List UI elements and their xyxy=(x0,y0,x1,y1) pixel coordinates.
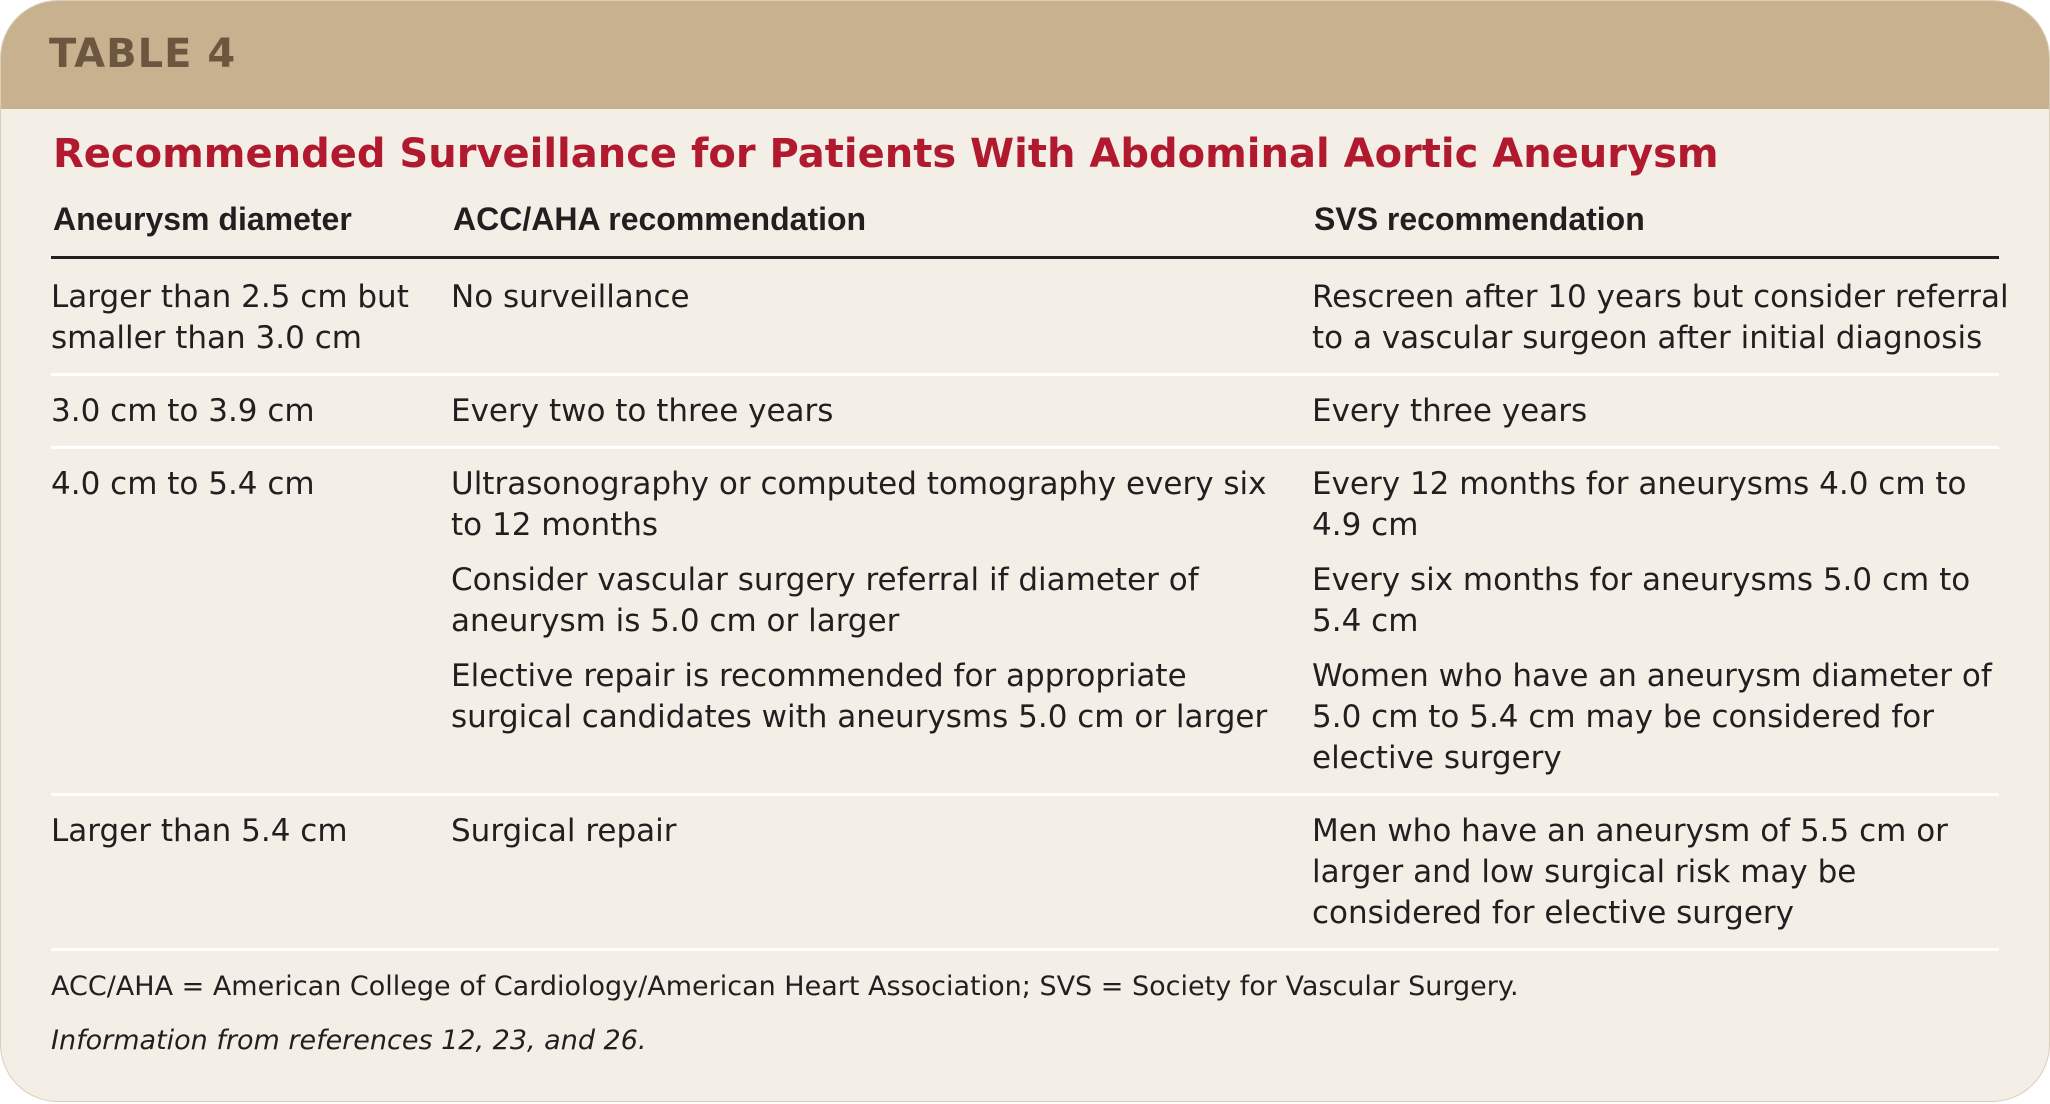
column-header-acc-aha: ACC/AHA recommendation xyxy=(453,201,867,237)
table-title: Recommended Surveillance for Patients With Abdominal Aortic Aneurysm xyxy=(53,131,1719,177)
column-header-svs: SVS recommendation xyxy=(1314,201,1645,237)
header-rule xyxy=(51,256,1999,259)
footnote-source: Information from references 12, 23, and 26. xyxy=(51,1025,647,1056)
row-3-svs-1: Every 12 months for aneurysms 4.0 cm to 4.9 cm xyxy=(1312,466,1967,543)
row-2-svs: Every three years xyxy=(1312,393,1588,429)
row-1-diameter: Larger than 2.5 cm but smaller than 3.0 cm xyxy=(51,279,409,356)
footnote-abbreviations: ACC/AHA = American College of Cardiology/American Heart Association; SVS = Society for Vascular Surgery. xyxy=(51,971,1519,1002)
row-3-acc-aha-2: Consider vascular surgery referral if diameter of aneurysm is 5.0 cm or larger xyxy=(451,562,1199,639)
row-divider xyxy=(51,373,1999,376)
header-band xyxy=(1,1,2049,109)
row-divider xyxy=(51,793,1999,796)
row-3-svs-2: Every six months for aneurysms 5.0 cm to 5.4 cm xyxy=(1312,562,1971,639)
row-1-acc-aha: No surveillance xyxy=(451,279,690,315)
row-3-svs-3: Women who have an aneurysm diameter of 5.0 cm to 5.4 cm may be considered for elective surgery xyxy=(1312,658,1992,776)
row-4-acc-aha: Surgical repair xyxy=(451,813,677,849)
column-header-diameter: Aneurysm diameter xyxy=(53,201,352,237)
table-label: TABLE 4 xyxy=(49,31,237,77)
row-2-diameter: 3.0 cm to 3.9 cm xyxy=(51,393,315,429)
row-2-acc-aha: Every two to three years xyxy=(451,393,834,429)
table-bottom-rule xyxy=(51,948,1999,951)
row-3-acc-aha-3: Elective repair is recommended for appropriate surgical candidates with aneurysms 5.0 cm or larger xyxy=(451,658,1268,735)
row-1-svs: Rescreen after 10 years but consider referral to a vascular surgeon after initial diagnosis xyxy=(1312,279,2009,356)
row-divider xyxy=(51,446,1999,449)
row-3-diameter: 4.0 cm to 5.4 cm xyxy=(51,466,315,502)
row-4-diameter: Larger than 5.4 cm xyxy=(51,813,348,849)
row-3-acc-aha-1: Ultrasonography or computed tomography every six to 12 months xyxy=(451,466,1267,543)
row-4-svs: Men who have an aneurysm of 5.5 cm or larger and low surgical risk may be considered for elective surgery xyxy=(1312,813,1948,931)
